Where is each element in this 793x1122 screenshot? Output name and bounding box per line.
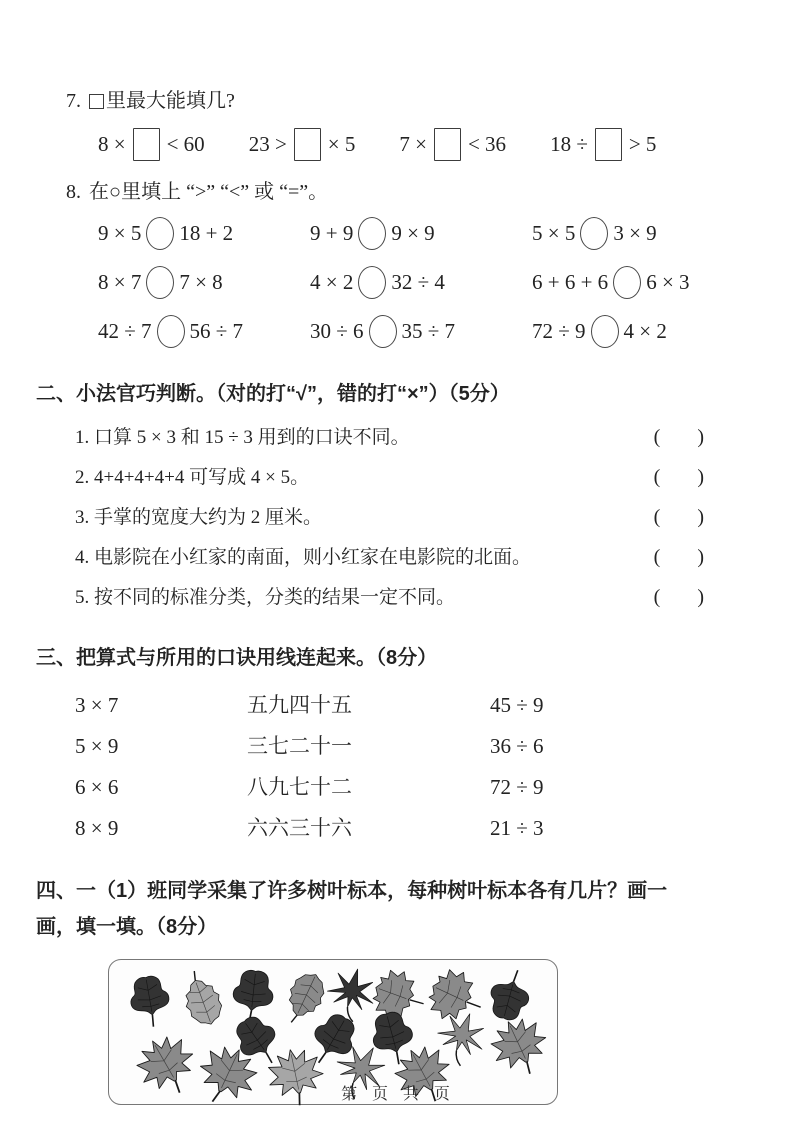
blank-circle xyxy=(358,266,386,299)
section-4-heading xyxy=(36,873,753,945)
answer-parentheses: ( ) xyxy=(653,506,705,528)
cmp-right: 56 ÷ 7 xyxy=(189,318,244,343)
statement-row xyxy=(75,537,705,577)
cmp-left: 4 × 2 xyxy=(310,269,354,294)
cmp-right: 3 × 9 xyxy=(613,220,657,245)
statement-text: 5. 按不同的标准分类，分类的结果一定不同。 xyxy=(75,587,456,608)
cmp-right: 6 × 3 xyxy=(646,269,690,294)
cmp-right: 35 ÷ 7 xyxy=(401,318,456,343)
heading-line-2: 画，填一填。（8分） xyxy=(36,916,218,938)
statement-row xyxy=(75,457,705,497)
comparison-item xyxy=(310,262,532,302)
cmp-right: 7 × 8 xyxy=(179,269,223,294)
cmp-left: 9 × 5 xyxy=(98,220,142,245)
comparison-item xyxy=(98,262,310,302)
section-3-heading: 三、把算式与所用的口诀用线连起来。（8分） xyxy=(36,647,438,669)
comparison-item xyxy=(532,262,753,302)
comparison-item xyxy=(310,213,532,253)
equation-right: < 36 xyxy=(467,132,507,156)
comparison-item xyxy=(98,213,310,253)
cmp-left: 8 × 7 xyxy=(98,269,142,294)
cmp-left: 72 ÷ 9 xyxy=(532,318,586,343)
statement-text: 4. 电影院在小红家的南面，则小红家在电影院的北面。 xyxy=(75,547,532,568)
blank-square xyxy=(133,128,160,161)
cmp-left: 30 ÷ 6 xyxy=(310,318,364,343)
blank-circle xyxy=(580,217,608,250)
comparison-item xyxy=(98,311,310,351)
cmp-right: 18 + 2 xyxy=(179,220,234,245)
section-2-heading: 二、小法官巧判断。（对的打“√”，错的打“×”）（5分） xyxy=(36,383,510,405)
cmp-right: 4 × 2 xyxy=(623,318,667,343)
match-expression: 3 × 7 xyxy=(75,693,119,717)
cmp-left: 9 + 9 xyxy=(310,220,354,245)
blank-circle xyxy=(591,315,619,348)
match-mnemonic: 八九七十二 xyxy=(247,775,352,799)
cmp-right: 32 ÷ 4 xyxy=(391,269,445,294)
match-expression: 6 × 6 xyxy=(75,775,119,799)
blank-circle xyxy=(157,315,185,348)
blank-square xyxy=(294,128,321,161)
question-8-title xyxy=(66,179,753,205)
blank-circle xyxy=(613,266,641,299)
match-division: 72 ÷ 9 xyxy=(490,775,544,799)
question-number: 7. xyxy=(66,90,81,112)
page-footer: 第 页 共 页 xyxy=(341,1086,452,1103)
statement-text: 1. 口算 5 × 3 和 15 ÷ 3 用到的口诀不同。 xyxy=(75,427,410,448)
cmp-left: 6 + 6 + 6 xyxy=(532,269,609,294)
blank-square xyxy=(595,128,622,161)
equation-left: 8 × xyxy=(98,132,126,156)
match-division: 36 ÷ 6 xyxy=(490,734,544,758)
match-expression: 5 × 9 xyxy=(75,734,119,758)
match-expression: 8 × 9 xyxy=(75,816,119,840)
statement-text: 3. 手掌的宽度大约为 2 厘米。 xyxy=(75,507,323,528)
equation-2 xyxy=(249,128,356,161)
equation-left: 18 ÷ xyxy=(550,132,588,156)
matching-exercise xyxy=(75,685,753,849)
equation-3 xyxy=(399,128,506,161)
statement-row xyxy=(75,577,705,617)
equation-1 xyxy=(98,128,205,161)
match-division: 21 ÷ 3 xyxy=(490,816,544,840)
answer-parentheses: ( ) xyxy=(653,546,705,568)
cmp-right: 9 × 9 xyxy=(391,220,435,245)
question-text: 里最大能填几? xyxy=(106,90,235,112)
answer-parentheses: ( ) xyxy=(653,586,705,608)
equation-left: 23 > xyxy=(248,132,287,156)
equation-right: < 60 xyxy=(166,132,205,156)
comparison-item xyxy=(310,311,532,351)
equation-right: × 5 xyxy=(327,132,356,156)
blank-square xyxy=(434,128,461,161)
equation-left: 7 × xyxy=(399,132,427,156)
statement-row xyxy=(75,417,705,457)
blank-square-icon xyxy=(89,94,104,109)
blank-circle xyxy=(146,217,174,250)
question-text: 在○里填上 “>” “<” 或 “=”。 xyxy=(89,181,329,203)
question-7-title xyxy=(66,88,753,114)
heading-line-1: 四、一（1）班同学采集了许多树叶标本，每种树叶标本各有几片？画一 xyxy=(36,880,668,902)
statement-row xyxy=(75,497,705,537)
comparison-grid xyxy=(98,213,753,351)
blank-circle xyxy=(369,315,397,348)
match-mnemonic: 三七二十一 xyxy=(247,734,352,758)
statement-text: 2. 4+4+4+4+4 可写成 4 × 5。 xyxy=(75,467,310,488)
comparison-item xyxy=(532,213,753,253)
cmp-left: 42 ÷ 7 xyxy=(98,318,152,343)
match-mnemonic: 五九四十五 xyxy=(247,693,352,717)
fill-blank-equations xyxy=(98,128,753,161)
match-division: 45 ÷ 9 xyxy=(490,693,544,717)
judgment-statements xyxy=(75,417,705,617)
blank-circle xyxy=(358,217,386,250)
answer-parentheses: ( ) xyxy=(653,466,705,488)
match-mnemonic: 六六三十六 xyxy=(247,816,352,840)
question-number: 8. xyxy=(66,181,81,203)
blank-circle xyxy=(146,266,174,299)
equation-4 xyxy=(550,128,656,161)
equation-right: > 5 xyxy=(628,132,657,156)
answer-parentheses: ( ) xyxy=(653,426,705,448)
cmp-left: 5 × 5 xyxy=(532,220,576,245)
comparison-item xyxy=(532,311,753,351)
